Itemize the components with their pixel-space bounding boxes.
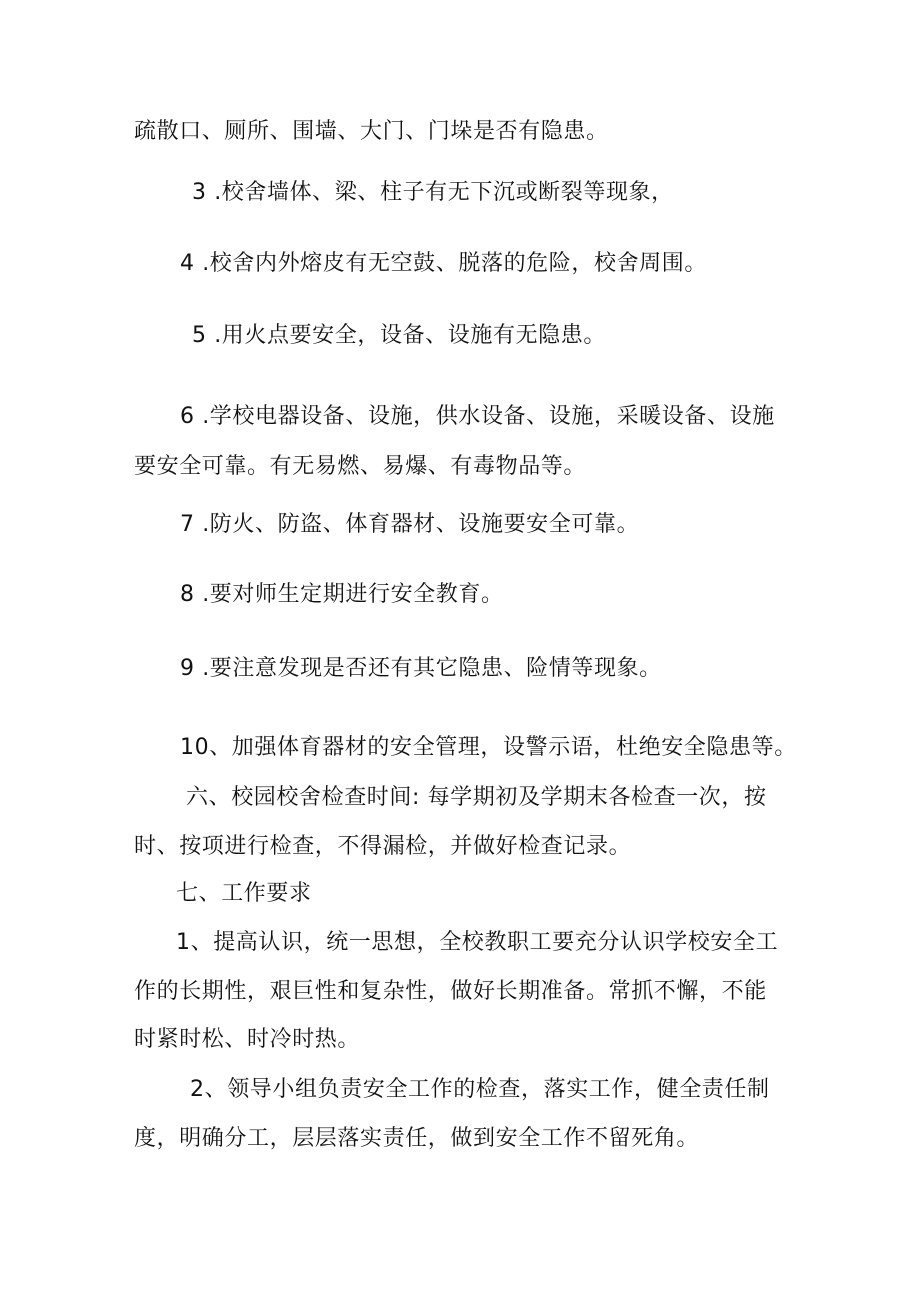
text-line-item-6-cont: 要安全可靠。有无易燃、易爆、有毒物品等。 bbox=[134, 454, 587, 479]
text-line-item-10: 10、加强体育器材的安全管理，设警示语，杜绝安全隐患等。 bbox=[180, 735, 797, 760]
text-line-item-8: 8 .要对师生定期进行安全教育。 bbox=[180, 582, 504, 607]
text-line-item-9: 9 .要注意发现是否还有其它隐患、险情等现象。 bbox=[180, 656, 662, 681]
section-heading-7: 七、工作要求 bbox=[176, 881, 312, 906]
text-line-section-6-cont: 时、按项进行检查，不得漏检，并做好检查记录。 bbox=[134, 834, 632, 859]
text-line-req-1-cont-b: 时紧时松、时冷时热。 bbox=[134, 1027, 361, 1052]
text-line-item-3: 3 .校舍墙体、梁、柱子有无下沉或断裂等现象， bbox=[192, 180, 674, 205]
text-line-item-5: 5 .用火点要安全，设备、设施有无隐患。 bbox=[192, 323, 606, 348]
text-line-hazard-exits: 疏散口、厕所、围墙、大门、门垛是否有隐患。 bbox=[134, 119, 609, 144]
text-line-item-4: 4 .校舍内外熔皮有无空鼓、脱落的危险，校舍周围。 bbox=[180, 251, 707, 276]
text-line-req-2-cont: 度，明确分工，层层落实责任，做到安全工作不留死角。 bbox=[134, 1126, 700, 1151]
text-line-req-2: 2、领导小组负责安全工作的检查，落实工作，健全责任制 bbox=[190, 1077, 770, 1102]
text-line-item-7: 7 .防火、防盗、体育器材、设施要安全可靠。 bbox=[180, 512, 640, 537]
text-line-item-6: 6 .学校电器设备、设施，供水设备、设施，采暖设备、设施 bbox=[180, 404, 775, 429]
text-line-req-1-cont-a: 作的长期性，艰巨性和复杂性，做好长期准备。常抓不懈，不能 bbox=[134, 979, 767, 1004]
text-line-section-6: 六、校园校舍检查时间: 每学期初及学期末各检查一次，按 bbox=[186, 785, 767, 810]
text-line-req-1: 1、提高认识，统一思想，全校教职工要充分认识学校安全工 bbox=[176, 930, 779, 955]
